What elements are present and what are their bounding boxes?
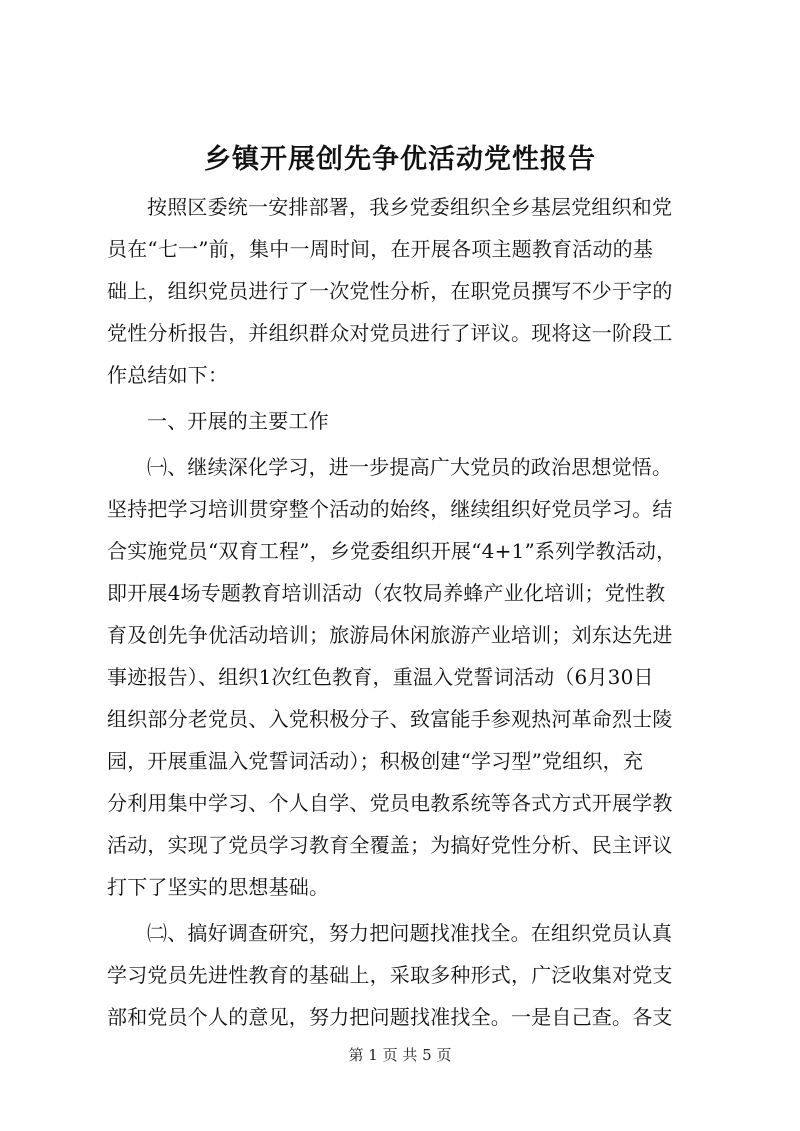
- paragraph-line: ㈡、搞好调查研究，努力把问题找准找全。在组织党员认真: [147, 921, 673, 945]
- paragraph-line: 园，开展重温入党誓词活动）；积极创建“学习型”党组织，充: [107, 749, 644, 773]
- paragraph-line: 作总结如下：: [107, 363, 229, 387]
- paragraph-line: 部和党员个人的意见，努力把问题找准找全。一是自己查。各支: [107, 1005, 673, 1029]
- section-heading: 一、开展的主要工作: [147, 409, 329, 433]
- paragraph-line: 党性分析报告，并组织群众对党员进行了评议。现将这一阶段工: [107, 321, 673, 345]
- paragraph-line: 育及创先争优活动培训；旅游局休闲旅游产业培训；刘东达先进: [107, 623, 673, 647]
- paragraph-line: 坚持把学习培训贯穿整个活动的始终，继续组织好党员学习。结: [107, 497, 673, 521]
- page-number: 第 1 页 共 5 页: [348, 1046, 452, 1064]
- paragraph-line: 分利用集中学习、个人自学、党员电教系统等各式方式开展学教: [107, 791, 673, 815]
- paragraph-line: 事迹报告）、组织1次红色教育，重温入党誓词活动（6月30日: [107, 665, 654, 689]
- document-body: [107, 186, 723, 1038]
- paragraph-line: ㈠、继续深化学习，进一步提高广大党员的政治思想觉悟。: [147, 455, 673, 479]
- paragraph-line: 打下了坚实的思想基础。: [107, 875, 330, 899]
- paragraph-line: 员在“七一”前，集中一周时间，在开展各项主题教育活动的基: [107, 237, 654, 261]
- document-title: 乡镇开展创先争优活动党性报告: [204, 144, 596, 175]
- paragraph-line: 础上，组织党员进行了一次党性分析，在职党员撰写不少于字的: [107, 279, 673, 303]
- paragraph-line: 按照区委统一安排部署，我乡党委组织全乡基层党组织和党: [147, 195, 673, 219]
- paragraph-line: 即开展4场专题教育培训活动（农牧局养蜂产业化培训；党性教: [107, 581, 666, 605]
- paragraph-line: 学习党员先进性教育的基础上，采取多种形式，广泛收集对党支: [107, 963, 673, 987]
- paragraph-line: 活动，实现了党员学习教育全覆盖；为搞好党性分析、民主评议: [107, 833, 673, 857]
- paragraph-line: 合实施党员“双育工程”，乡党委组织开展“4+1”系列学教活动，: [107, 539, 677, 563]
- paragraph-line: 组织部分老党员、入党积极分子、致富能手参观热河革命烈士陵: [107, 707, 673, 731]
